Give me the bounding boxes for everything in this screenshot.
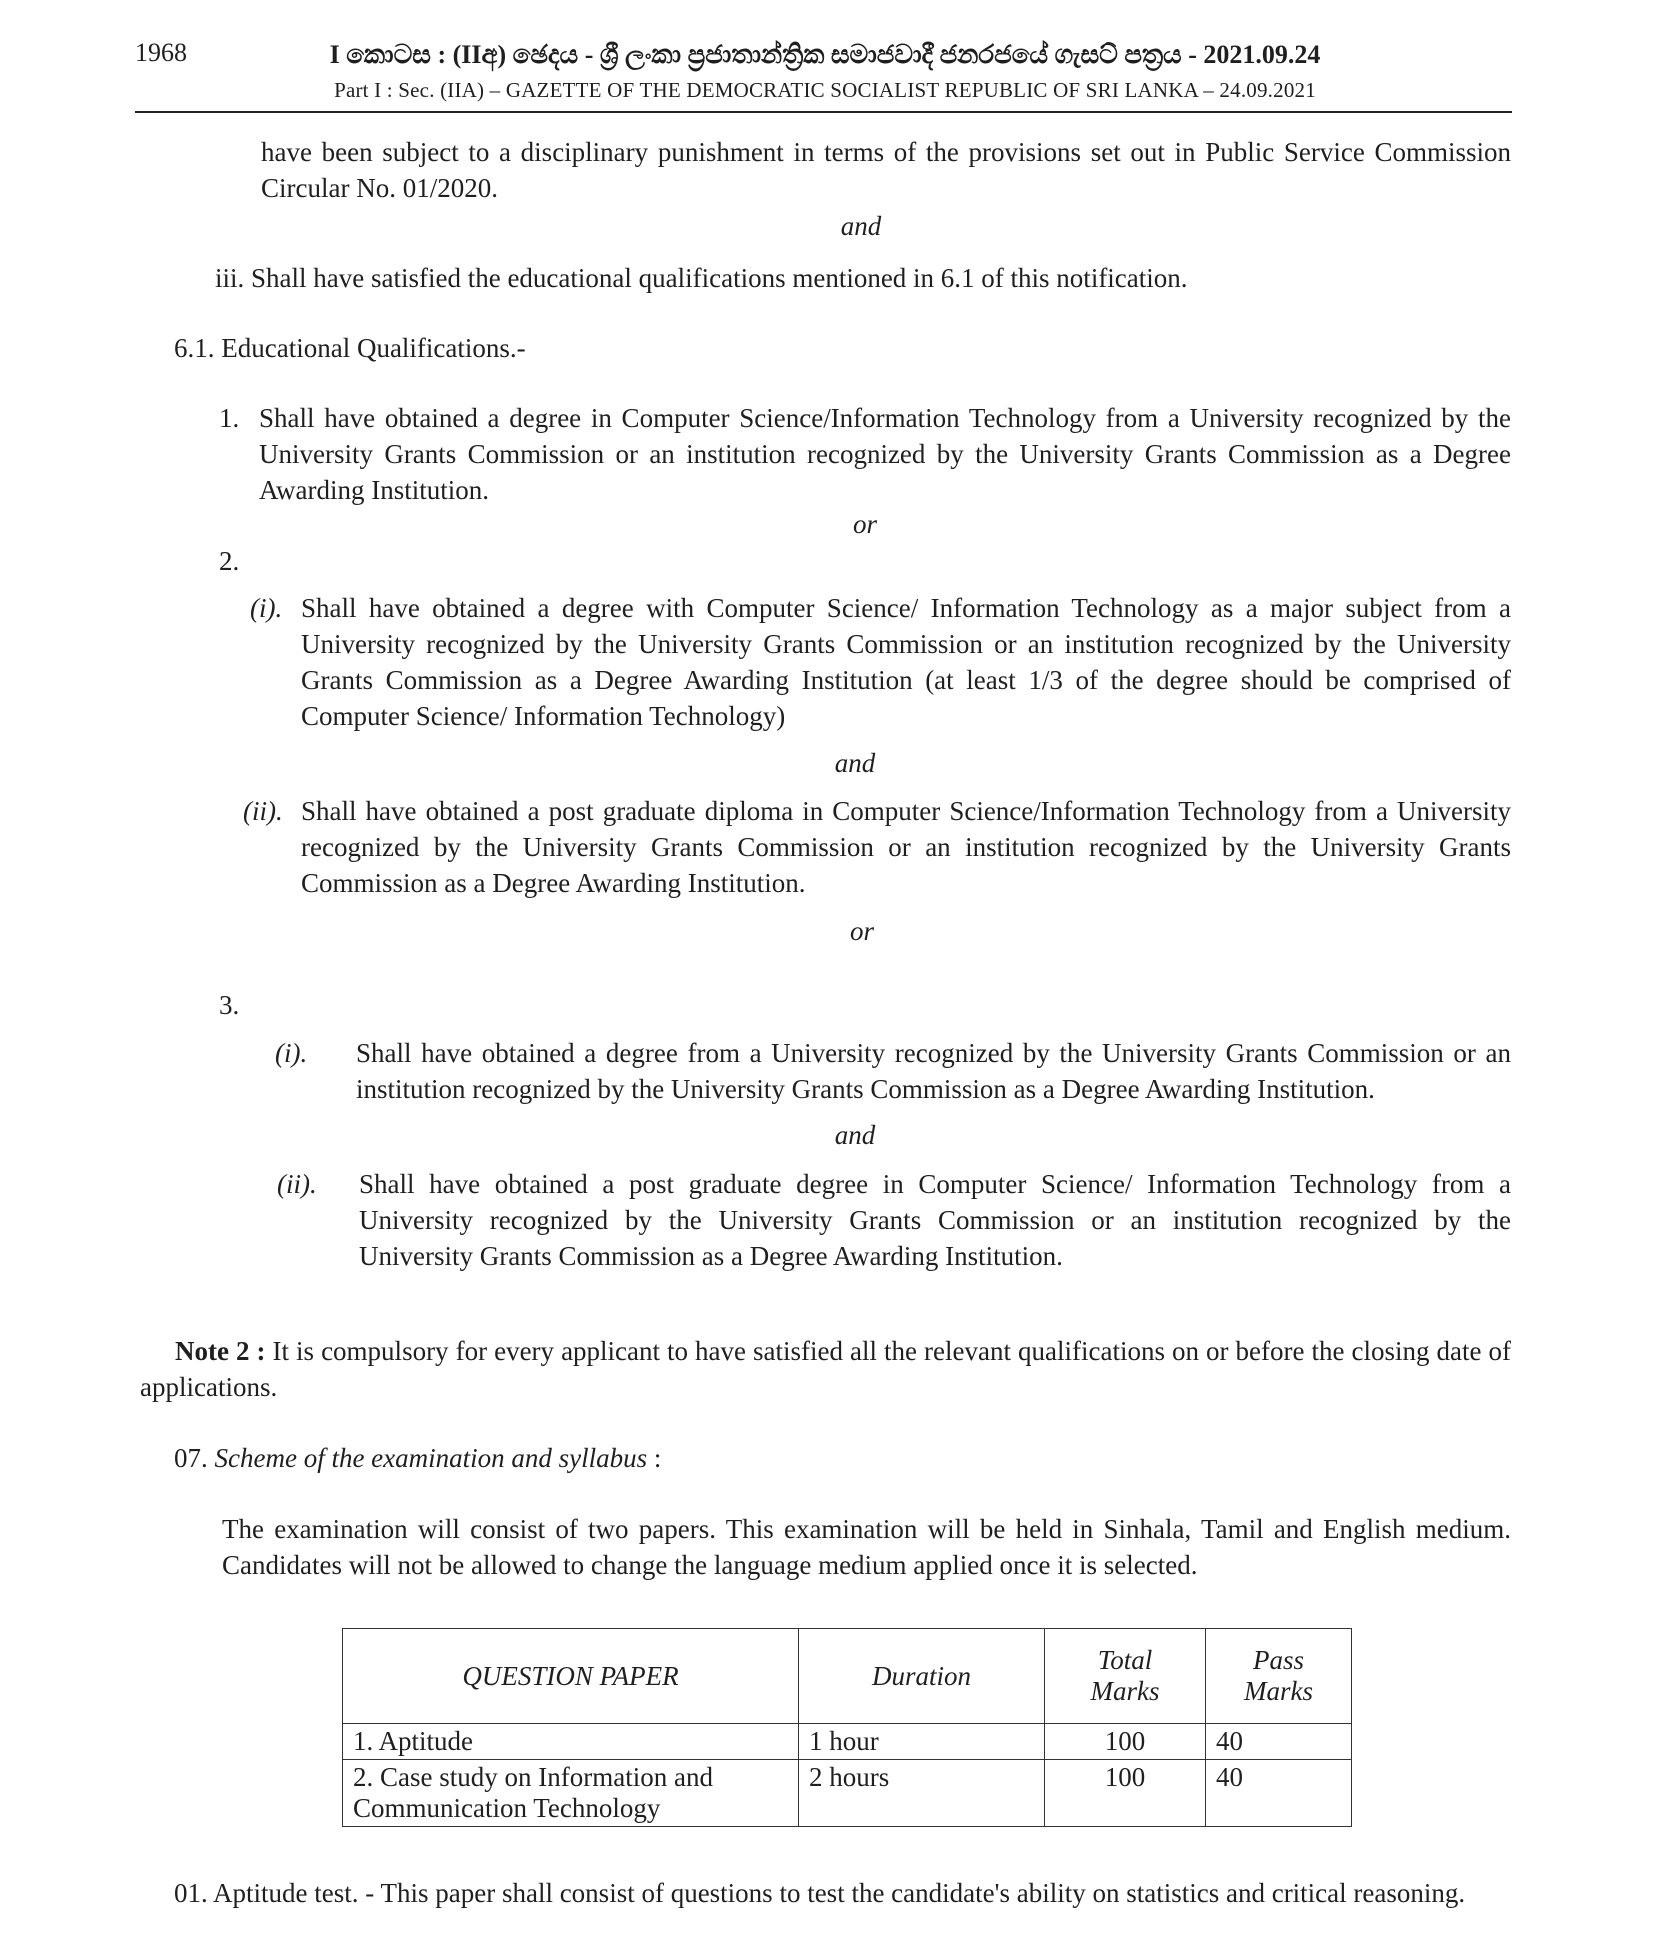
table-row: [343, 1724, 1352, 1760]
qualification-1-number: 1.: [219, 403, 240, 433]
cell-pass-marks: 40: [1206, 1724, 1352, 1760]
header-pass-marks-label: Pass Marks: [1244, 1645, 1313, 1706]
section-07-heading: [174, 1440, 661, 1476]
cell-total-marks: 100: [1045, 1724, 1206, 1760]
section-07-title: Scheme of the examination and syllabus: [214, 1443, 648, 1473]
connector-or: or: [849, 916, 874, 946]
qualification-2-i-text: Shall have obtained a degree with Computer Science/ Information Technology as a major subject from a University recognized by the University Grants Commission or an institution recognized by the University Grants Commission as a Degree Awarding Institution (at least 1/3 of the degree should be comprised of Computer Science/ Information Technology): [301, 593, 1511, 731]
note-2-label: Note 2 :: [175, 1336, 266, 1366]
connector-or: or: [852, 509, 877, 539]
connector-and: and: [834, 1120, 876, 1150]
cell-paper: 2. Case study on Information and Communication Technology: [343, 1760, 799, 1827]
table-header-row: [343, 1629, 1352, 1724]
item-iii: iii. Shall have satisfied the educational qualifications mentioned in 6.1 of this notification.: [215, 263, 1188, 293]
qualification-1-text: Shall have obtained a degree in Computer Science/Information Technology from a University recognized by the University Grants Commission or an institution recognized by the University Grants Commission as a Degree Awarding Institution.: [259, 403, 1511, 505]
aptitude-test-paragraph: 01. Aptitude test. - This paper shall consist of questions to test the candidate's ability on statistics and critical reasoning.: [174, 1878, 1466, 1908]
qualification-3-ii-label: (ii).: [277, 1169, 317, 1199]
qualification-3-number: 3.: [219, 990, 240, 1020]
cell-total-marks: 100: [1045, 1760, 1206, 1827]
cell-duration: 2 hours: [799, 1760, 1045, 1827]
note-2-text: It is compulsory for every applicant to have satisfied all the relevant qualifications on or before the closing date of applications.: [140, 1336, 1512, 1402]
section-07-paragraph: The examination will consist of two papers. This examination will be held in Sinhala, Tamil and English medium. Candidates will not be allowed to change the language medium applied once it is selected.: [222, 1514, 1511, 1580]
connector-and: and: [834, 748, 876, 778]
header-question-paper: QUESTION PAPER: [343, 1629, 799, 1724]
qualification-3-i-text: Shall have obtained a degree from a University recognized by the University Grants Commission or an institution recognized by the University Grants Commission as a Degree Awarding Institution.: [356, 1038, 1511, 1104]
examination-scheme-table: [342, 1628, 1352, 1827]
section-07-number: 07.: [174, 1443, 208, 1473]
cell-paper: 1. Aptitude: [343, 1724, 799, 1760]
connector-and: and: [840, 211, 882, 241]
section-heading-6-1: 6.1. Educational Qualifications.-: [174, 333, 526, 363]
qualification-2-number: 2.: [219, 546, 240, 576]
cell-duration: 1 hour: [799, 1724, 1045, 1760]
header-total-marks-label: Total Marks: [1090, 1645, 1160, 1706]
header-divider: [135, 111, 1512, 113]
qualification-2-ii-text: Shall have obtained a post graduate diploma in Computer Science/Information Technology from a University recognized by the University Grants Commission or an institution recognized by the University Grants Commission as a Degree Awarding Institution.: [301, 796, 1511, 898]
gazette-title-sinhala: I කොටස : (IIඅ) ඡෙදය - ශ්‍රී ලංකා ප්‍රජාතාන්ත්‍රික සමාජවාදී ජනරජයේ ගැසට් පත්‍රය - 2021.09.24: [329, 40, 1321, 69]
header-pass-marks: [1206, 1629, 1352, 1724]
qualification-3-i-label: (i).: [275, 1038, 308, 1068]
table-row: [343, 1760, 1352, 1827]
qualification-2-i-label: (i).: [250, 593, 283, 623]
section-07-colon: :: [647, 1443, 662, 1473]
page-number: 1968: [135, 38, 187, 67]
cell-pass-marks: 40: [1206, 1760, 1352, 1827]
header-duration: Duration: [799, 1629, 1045, 1724]
gazette-title-english: Part I : Sec. (IIA) – GAZETTE OF THE DEMOCRATIC SOCIALIST REPUBLIC OF SRI LANKA – 24.09.2021: [334, 78, 1316, 102]
note-2: [140, 1333, 1511, 1405]
qualification-2-ii-label: (ii).: [243, 796, 283, 826]
header-total-marks: [1045, 1629, 1206, 1724]
qualification-3-ii-text: Shall have obtained a post graduate degree in Computer Science/ Information Technology from a University recognized by the University Grants Commission or an institution recognized by the University Grants Commission as a Degree Awarding Institution.: [359, 1169, 1511, 1271]
continued-paragraph: have been subject to a disciplinary punishment in terms of the provisions set out in Public Service Commission Circular No. 01/2020.: [261, 137, 1511, 203]
